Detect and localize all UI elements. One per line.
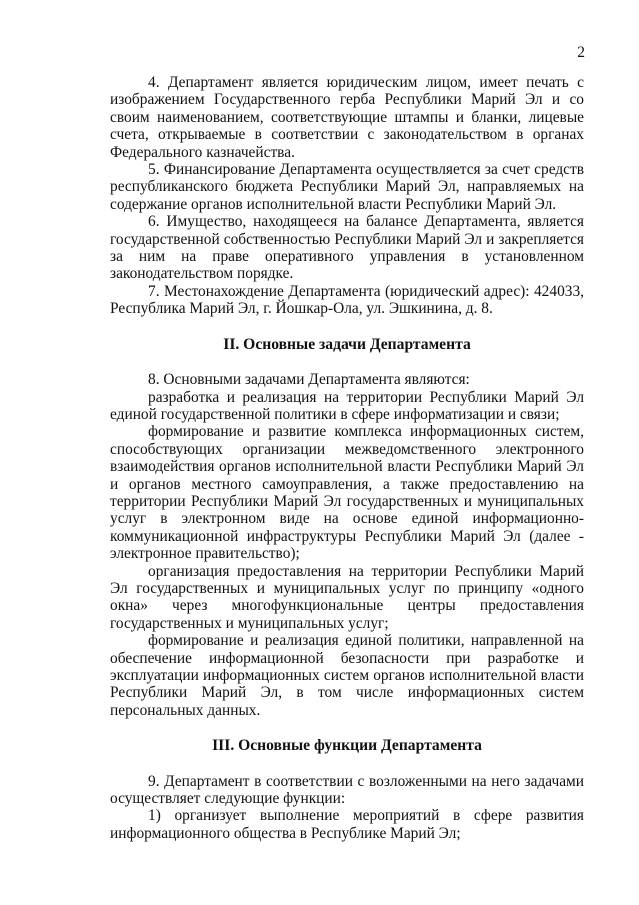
section-heading-functions: III. Основные функции Департамента [212,737,482,755]
task-item: формирование и развитие комплекса информационных систем, способствующих организации межведомственного электронного взаимодействия органов исполнительной власти Республики Марий Эл и органов местного самоуправления, а также предоставлению на территории Республики Марий Эл государственных и муниципальных услуг в электронном виде на основе единой информационно-коммуникационной инфраструктуры Республики Марий Эл (далее - электронное правительство); [110,423,584,563]
task-item: организация предоставления на территории Республики Марий Эл государственных и муниципальных услуг по принципу «одного окна» через многофункциональные центры предоставления государственных и муниципальных услуг; [110,562,584,632]
section-heading-tasks: II. Основные задачи Департамента [223,335,471,353]
paragraph-7: 7. Местонахождение Департамента (юридический адрес): 424033, Республика Марий Эл, г. Йошкар-Ола, ул. Эшкинина, д. 8. [110,282,584,318]
paragraph-6: 6. Имущество, находящееся на балансе Департамента, является государственной собственностью Республики Марий Эл и закрепляется за ним на праве оперативного управления в установленном законодательством порядке. [110,213,584,283]
page-number: 2 [577,44,585,61]
paragraph-5: 5. Финансирование Департамента осуществляется за счет средств республиканского бюджета Республики Марий Эл, направляемых на содержание органов исполнительной власти Республики Марий Эл. [110,161,584,213]
task-item: формирование и реализация единой политики, направленной на обеспечение информационной безопасности при разработке и эксплуатации информационных систем органов исполнительной власти Республики Марий Эл, в том числе информационных систем персональных данных. [110,632,584,719]
document-body [110,74,584,842]
function-item: 1) организует выполнение мероприятий в сфере развития информационного общества в Республике Марий Эл; [110,807,584,842]
paragraph-8: 8. Основными задачами Департамента являются: [148,371,470,389]
task-item: разработка и реализация на территории Республики Марий Эл единой государственной политики в сфере информатизации и связи; [110,388,584,423]
paragraph-4: 4. Департамент является юридическим лицом, имеет печать с изображением Государственного герба Республики Марий Эл и со своим наименованием, соответствующие штампы и бланки, лицевые счета, открываемые в соответствии с законодательством в органах Федерального казначейства. [110,74,584,161]
paragraph-9: 9. Департамент в соответствии с возложенными на него задачами осуществляет следующие функции: [110,772,584,808]
